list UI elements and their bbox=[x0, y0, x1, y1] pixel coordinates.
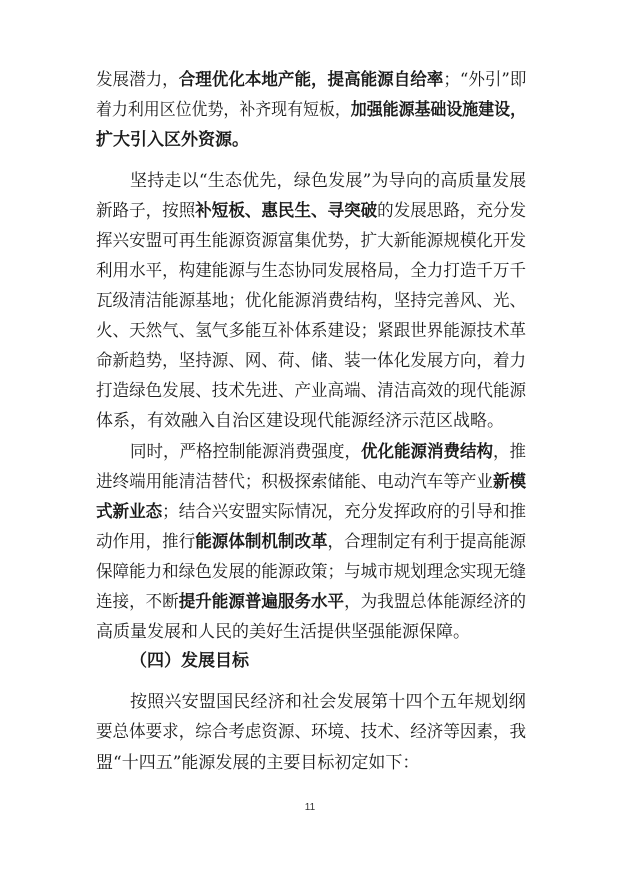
bold-text: 补短板、惠民生、寻突破 bbox=[195, 201, 378, 221]
text-segment: 体系，有效融入自治区建设现代能源经济示范区战略。 bbox=[96, 411, 504, 431]
text-segment: 同时，严格控制能源消费强度， bbox=[130, 442, 362, 462]
text-line bbox=[96, 527, 526, 557]
text-line bbox=[96, 406, 504, 436]
text-segment: 发展潜力， bbox=[96, 70, 179, 90]
text-line bbox=[96, 717, 526, 747]
text-segment: 坚持走以“生态优先，绿色发展”为导向的高质量发展 bbox=[130, 171, 527, 191]
text-line bbox=[96, 587, 526, 617]
text-segment: 保障能力和绿色发展的能源政策；与城市规划理念实现无缝 bbox=[96, 562, 527, 582]
text-segment: 挥兴安盟可再生能源资源富集优势，扩大新能源规模化开发 bbox=[96, 231, 527, 251]
text-line bbox=[96, 748, 419, 778]
bold-text: 扩大引入区外资源。 bbox=[96, 130, 249, 150]
bold-text: （四）发展目标 bbox=[130, 651, 249, 671]
text-segment: 新路子，按照 bbox=[96, 201, 196, 221]
text-segment: 打造绿色发展、技术先进、产业高端、清洁高效的现代能源 bbox=[96, 381, 527, 401]
bold-text: 式新业态 bbox=[96, 502, 163, 522]
text-line bbox=[130, 687, 526, 717]
text-segment: 进终端用能清洁替代；积极探索储能、电动汽车等产业 bbox=[96, 472, 493, 492]
text-segment: 着力利用区位优势，补齐现有短板， bbox=[96, 100, 351, 120]
text-segment: 利用水平，构建能源与生态协同发展格局，全力打造千万千 bbox=[96, 261, 527, 281]
bold-text: 加强能源基础设施建设， bbox=[350, 100, 526, 120]
text-line bbox=[96, 196, 526, 226]
text-segment: ，为我盟总体能源经济的 bbox=[344, 592, 527, 612]
text-segment: 命新趋势，坚持源、网、荷、储、装一体化发展方向，着力 bbox=[96, 351, 527, 371]
page-number: 11 bbox=[304, 802, 316, 813]
text-line bbox=[96, 256, 526, 286]
bold-text: 提升能源普遍服务水平 bbox=[178, 592, 345, 612]
text-line bbox=[96, 125, 249, 155]
text-line bbox=[130, 166, 526, 196]
text-segment: ，推 bbox=[493, 442, 527, 462]
text-segment: 高质量发展和人民的美好生活提供坚强能源保障。 bbox=[96, 622, 470, 642]
text-segment: 连接，不断 bbox=[96, 592, 179, 612]
bold-text: 优化能源消费结构 bbox=[361, 442, 494, 462]
bold-text: 合理优化本地产能，提高能源自给率 bbox=[178, 70, 444, 90]
text-line bbox=[96, 376, 526, 406]
text-line bbox=[130, 646, 249, 676]
text-line bbox=[96, 617, 470, 647]
text-segment: ，合理制定有利于提高能源 bbox=[327, 532, 527, 552]
text-segment: ；“外引”即 bbox=[443, 70, 527, 90]
text-line bbox=[130, 437, 526, 467]
text-line bbox=[96, 316, 526, 346]
text-segment: 动作用，推行 bbox=[96, 532, 196, 552]
text-line bbox=[96, 226, 526, 256]
text-segment: ；结合兴安盟实际情况，充分发挥政府的引导和推 bbox=[162, 502, 527, 522]
text-line bbox=[96, 497, 526, 527]
text-line bbox=[96, 557, 526, 587]
bold-text: 能源体制机制改革 bbox=[195, 532, 328, 552]
text-line bbox=[96, 346, 526, 376]
text-segment: 盟“十四五”能源发展的主要目标初定如下： bbox=[96, 753, 420, 773]
text-segment: 按照兴安盟国民经济和社会发展第十四个五年规划纲 bbox=[130, 692, 526, 712]
text-line bbox=[96, 95, 526, 125]
text-line bbox=[96, 286, 526, 316]
text-segment: 瓦级清洁能源基地；优化能源消费结构，坚持完善风、光、 bbox=[96, 291, 527, 311]
text-line bbox=[96, 65, 526, 95]
text-segment: 要总体要求，综合考虑资源、环境、技术、经济等因素，我 bbox=[96, 722, 527, 742]
text-segment: 的发展思路，充分发 bbox=[377, 201, 527, 221]
text-segment: 火、天然气、氢气多能互补体系建设；紧跟世界能源技术革 bbox=[96, 321, 527, 341]
bold-text: 新模 bbox=[492, 472, 527, 492]
text-line bbox=[96, 467, 526, 497]
